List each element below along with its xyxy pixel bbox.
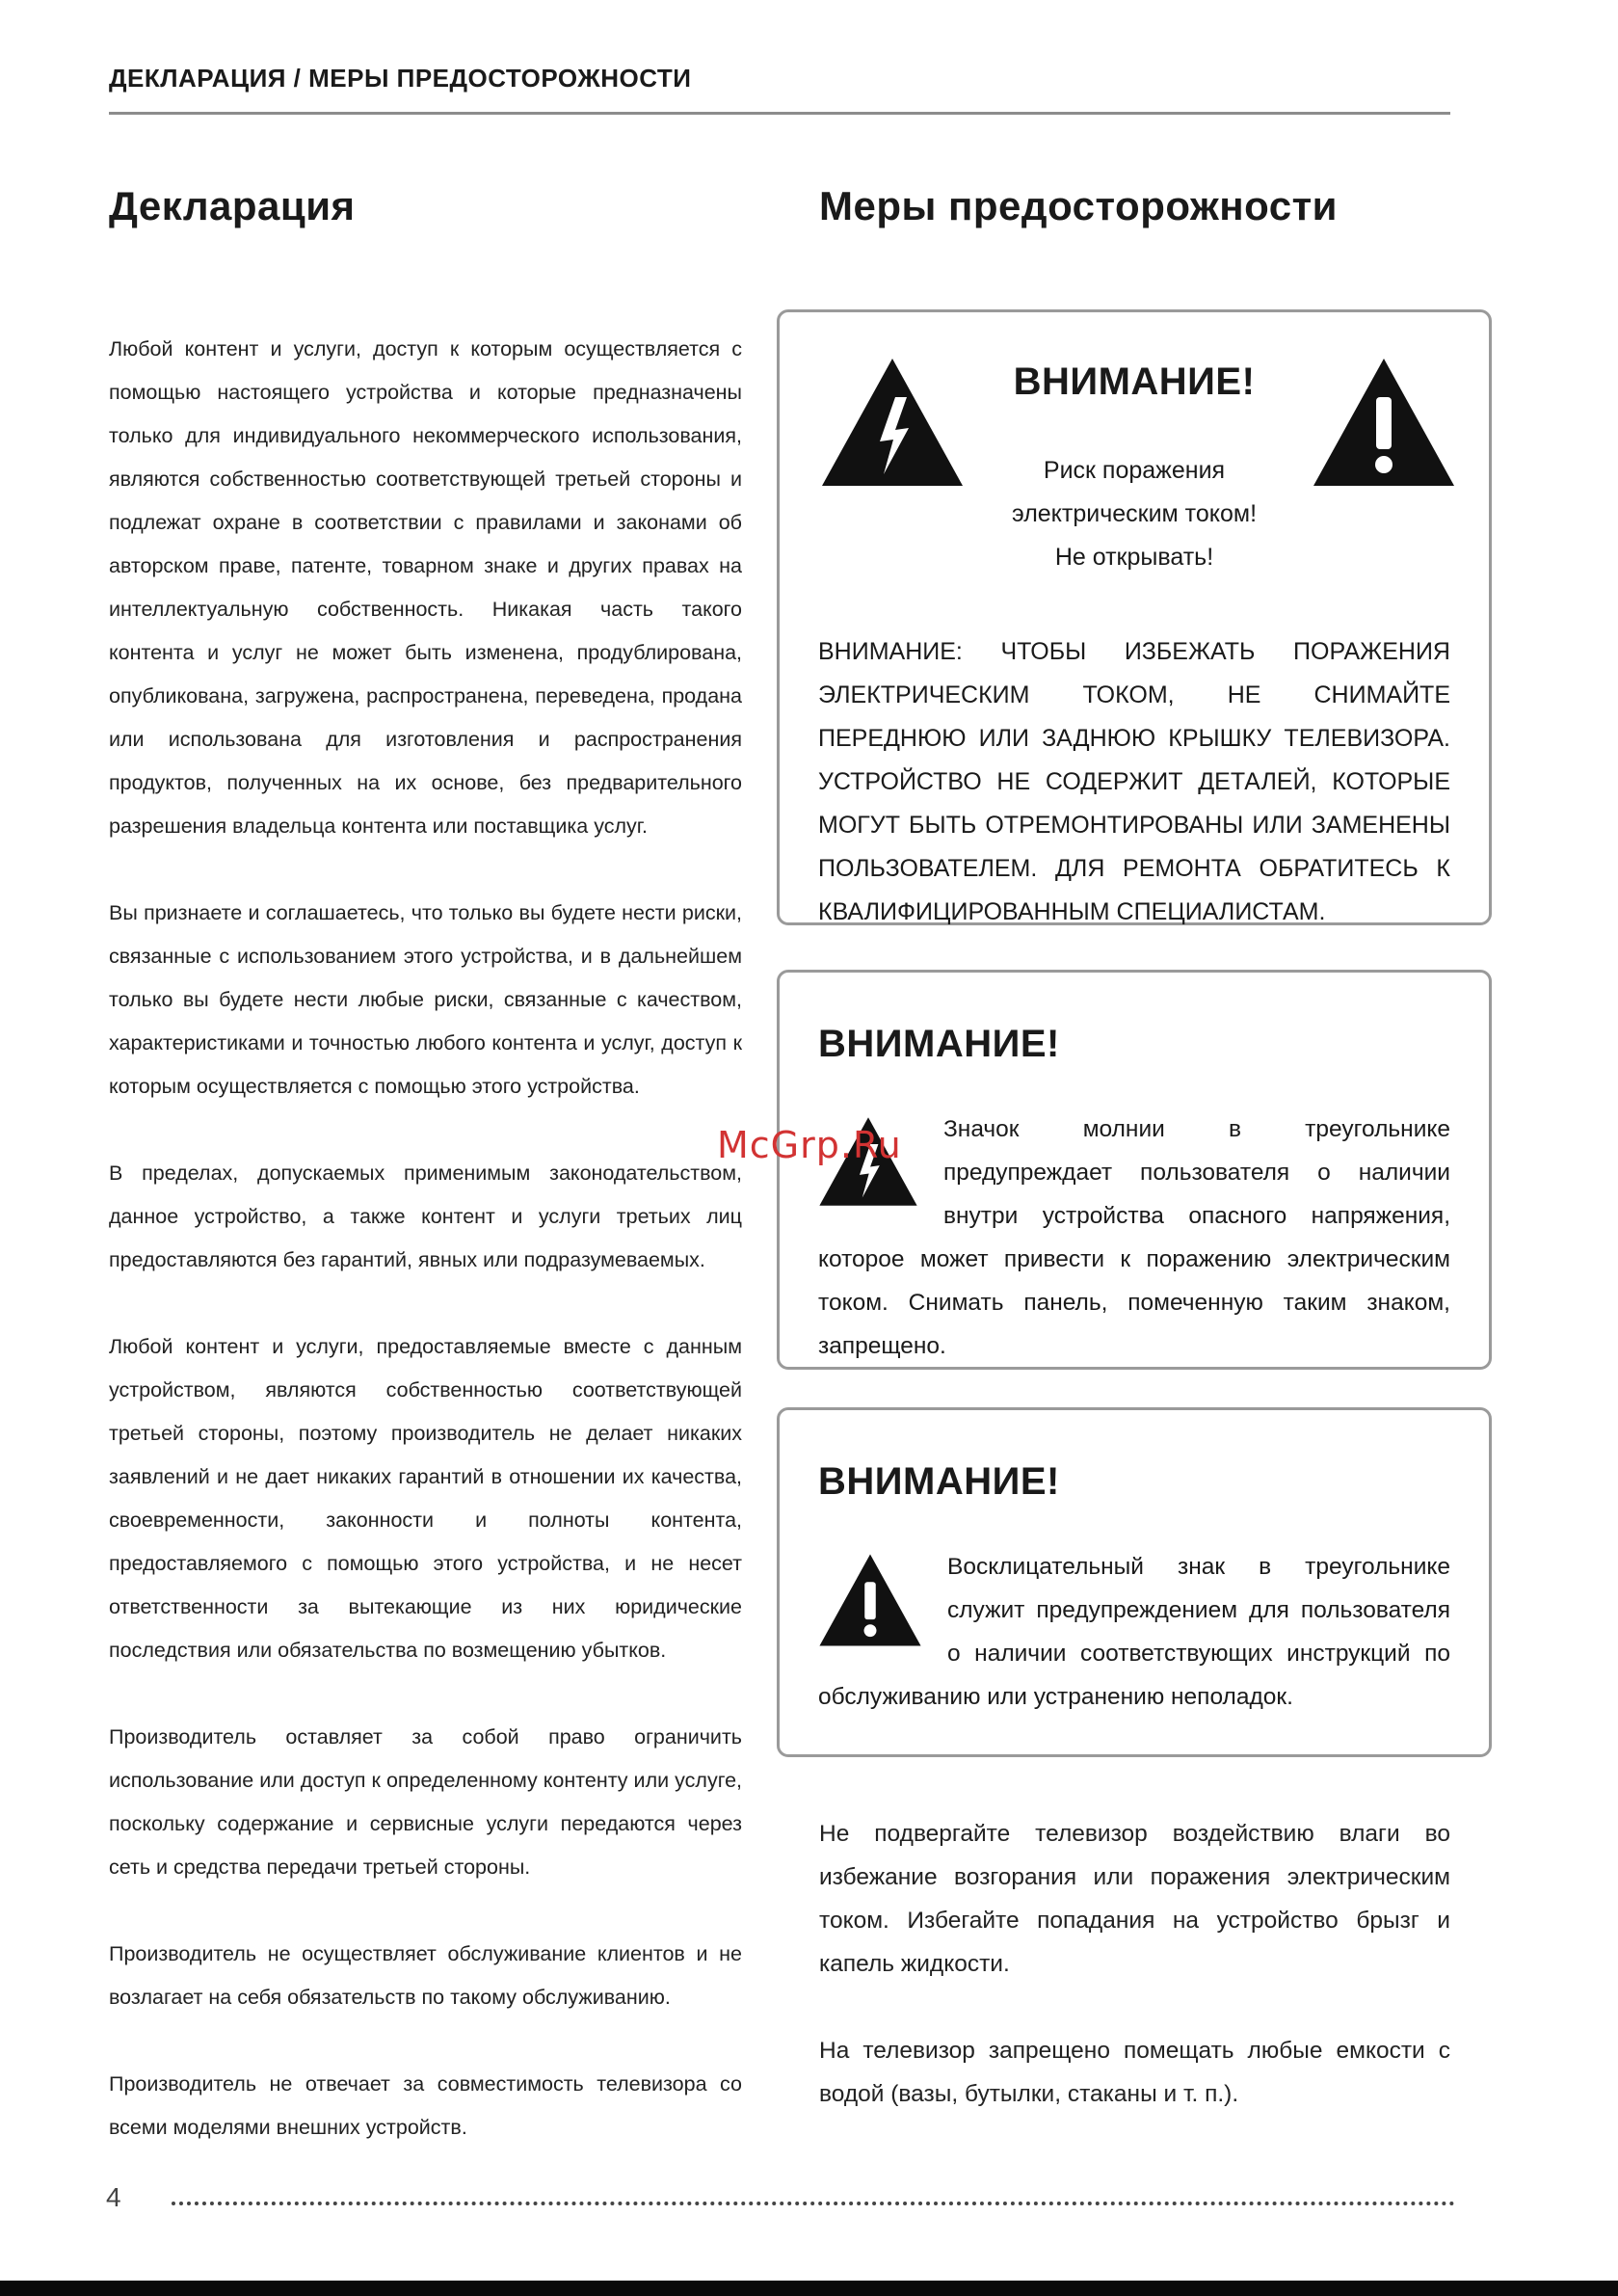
warning-body-text: Восклицательный знак в треугольнике служит предупреждением для пользователя о наличии соответствующих инструкций по обслуживанию или устранению неполадок. <box>818 1554 1450 1710</box>
exclamation-triangle-icon <box>818 1553 922 1647</box>
precautions-text <box>819 1812 1450 2159</box>
warning-body-text: Значок молнии в треугольнике предупреждает пользователя о наличии внутри устройства опасного напряжения, которое может привести к поражению электрическим током. Снимать панель, помеченную таким знаком, запрещено. <box>818 1116 1450 1359</box>
declaration-paragraph: Производитель оставляет за собой право ограничить использование или доступ к определенному контенту или услуге, поскольку содержание и сервисные услуги передаются через сеть и средства передачи третьей стороны. <box>109 1725 742 1879</box>
warning-title: ВНИМАНИЕ! <box>818 1023 1060 1065</box>
footer-dotted-rule <box>172 2202 1455 2205</box>
declaration-paragraph: Вы признаете и соглашаетесь, что только вы будете нести риски, связанные с использованием этого устройства, и в дальнейшем только вы будете нести любые риски, связанные с качеством, характеристиками и точностью любого контента и услуг, доступ к которым осуществляется с помощью этого устройства. <box>109 901 742 1098</box>
risk-line: Не открывать! <box>1054 544 1214 571</box>
warning-caps-text: ВНИМАНИЕ: ЧТОБЫ ИЗБЕЖАТЬ ПОРАЖЕНИЯ ЭЛЕКТРИЧЕСКИМ ТОКОМ, НЕ СНИМАЙТЕ ПЕРЕДНЮЮ ИЛИ ЗАДНЮЮ КРЫШКУ ТЕЛЕВИЗОРА. УСТРОЙСТВО НЕ СОДЕРЖИТ ДЕТАЛЕЙ, КОТОРЫЕ МОГУТ БЫТЬ ОТРЕМОНТИРОВАНЫ ИЛИ ЗАМЕНЕНЫ ПОЛЬЗОВАТЕЛЕМ. ДЛЯ РЕМОНТА ОБРАТИТЕСЬ К КВАЛИФИЦИРОВАННЫМ СПЕЦИАЛИСТАМ. <box>818 638 1450 925</box>
warning-title: ВНИМАНИЕ! <box>818 1460 1060 1503</box>
declaration-heading: Декларация <box>109 183 356 228</box>
precaution-paragraph: Не подвергайте телевизор воздействию влаги во избежание возгорания или поражения электрическим током. Избегайте попадания на устройство брызг и капель жидкости. <box>819 1821 1450 1977</box>
header-divider <box>109 112 1450 115</box>
warning-box-lightning <box>777 970 1492 1370</box>
watermark: McGrp.Ru <box>717 1124 902 1166</box>
warning-box-exclamation <box>777 1407 1492 1757</box>
declaration-paragraph: В пределах, допускаемых применимым законодательством, данное устройство, а также контент и услуги третьих лиц предоставляются без гарантий, явных или подразумеваемых. <box>109 1161 742 1271</box>
warning-box-main <box>777 309 1492 925</box>
risk-line: Риск поражения <box>1043 457 1226 484</box>
warning-title: ВНИМАНИЕ! <box>1013 360 1256 403</box>
precautions-heading: Меры предосторожности <box>819 183 1338 228</box>
declaration-text <box>109 328 742 2193</box>
declaration-paragraph: Любой контент и услуги, доступ к которым осуществляется с помощью настоящего устройства и которые предназначены только для индивидуального некоммерческого использования, являются собственностью соответствующей третьей стороны и подлежат охране в соответствии с правилами и законами об авторском праве, патенте, товарном знаке и других правах на интеллектуальную собственность. Никакая часть такого контента и услуг не может быть изменена, продублирована, опубликована, загружена, распространена, переведена, продана или использована для изготовления и распространения продуктов, полученных на их основе, без предварительного разрешения владельца контента или поставщика услуг. <box>109 337 742 838</box>
declaration-paragraph: Производитель не осуществляет обслуживание клиентов и не возлагает на себя обязательств по такому обслуживанию. <box>109 1942 742 2009</box>
warning-body <box>818 1545 1450 1719</box>
declaration-paragraph: Производитель не отвечает за совместимость телевизора со всеми моделями внешних устройств. <box>109 2072 742 2139</box>
page-header-title: ДЕКЛАРАЦИЯ / МЕРЫ ПРЕДОСТОРОЖНОСТИ <box>109 64 692 93</box>
risk-line: электрическим током! <box>1011 500 1258 527</box>
precaution-paragraph: На телевизор запрещено помещать любые емкости с водой (вазы, бутылки, стаканы и т. п.). <box>819 2038 1450 2107</box>
page-number: 4 <box>106 2182 121 2212</box>
declaration-paragraph: Любой контент и услуги, предоставляемые вместе с данным устройством, являются собственностью соответствующей третьей стороны, поэтому производитель не делает никаких заявлений и не дает никаких гарантий в отношении их качества, своевременности, законности и полноты контента, предоставляемого с помощью этого устройства, и не несет ответственности за вытекающие из них юридические последствия или обязательства по возмещению убытков. <box>109 1335 742 1662</box>
warning-body <box>818 1108 1450 1368</box>
bottom-edge-strip <box>0 2281 1618 2296</box>
